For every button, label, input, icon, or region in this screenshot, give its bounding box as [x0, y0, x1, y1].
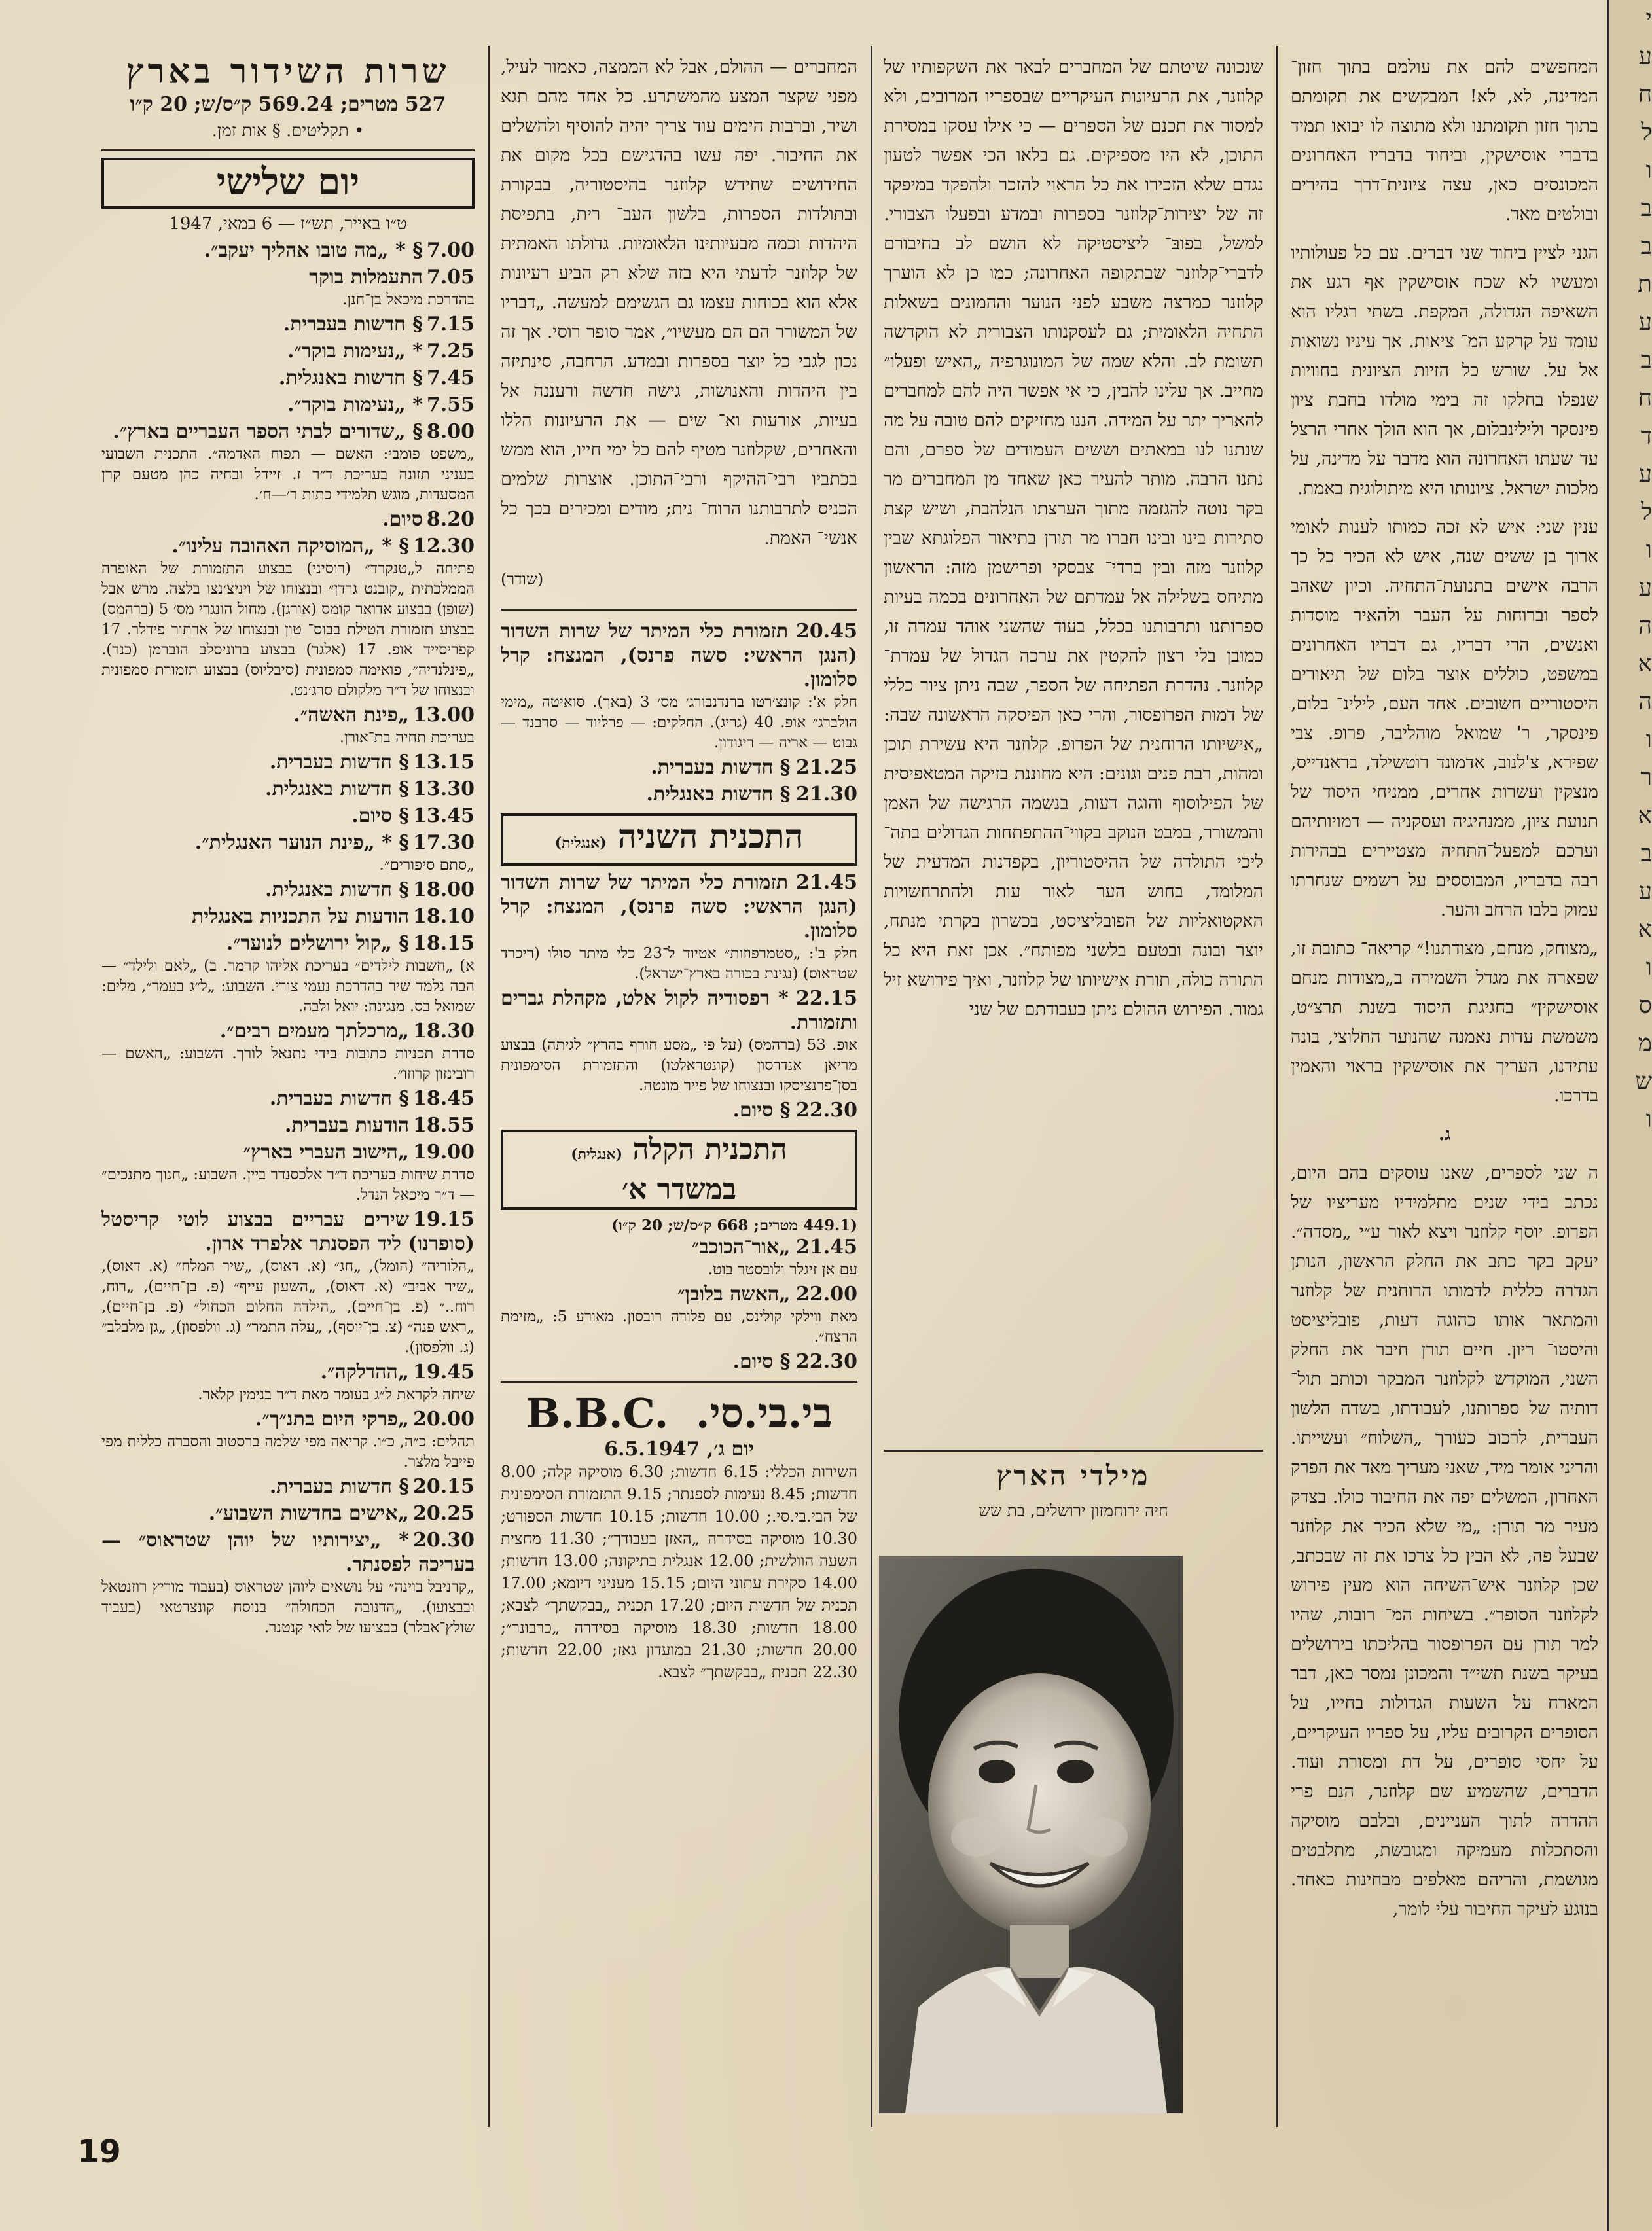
article-column-2: [884, 52, 1263, 1440]
edge-letter: א: [1638, 916, 1652, 943]
schedule-item: [101, 508, 475, 532]
schedule-item: [501, 1099, 857, 1123]
schedule-detail: „הלוריה״ (הומל), „חג״ (א. דאוס), „שיר המלח״ (א. דאוס), „שיר אביב״ (א. דאוס), „השעון עייף״ (פ. בן־חיים), „רוח, רוח..״ (פ. בן־חיים), „הילדה החלום הכחול״ (פ. בן־חיים), „ראש פנה״ (צ. בן־יוסף), „עלה התמר״ (ג. וולפסון), „גן מלבלב״ (ג. וולפסון).: [101, 1258, 475, 1356]
radio-frequency: 527 מטרים; 569.24 ק״ס/ש; 20 ק״ו: [130, 93, 446, 116]
schedule-title: § חדשות באנגלית.: [265, 878, 410, 901]
schedule-time: 7.05: [426, 266, 475, 289]
column-divider: [871, 46, 872, 2127]
schedule-detail: חלק א': קונצ׳רטו ברנדנבורג׳ מס׳ 3 (באך). סואיטה „מימי הולברג״ אופ. 40 (גריג). החלקים: — פרליוד — סרבנד — גבוט — אריה — ריגודון.: [501, 694, 857, 751]
schedule-item: [101, 905, 475, 929]
edge-letter: ו: [1645, 537, 1652, 563]
schedule-title: סיום.: [382, 508, 423, 531]
schedule-detail: א) „חשבות לילדים״ בעריכת אליהו קרמר. ב) „לאם ולילד״ — הבה נלמד שיר בהדרכת נעמי צורי. השבוע: „ל״ג בעמר״, מלים: שמואל בס. מנגינה: יואל ולבה.: [101, 957, 475, 1015]
schedule-time: 22.15: [796, 987, 857, 1010]
light-program-frequency: (449.1 מטרים; 668 ק״ס/ש; 20 ק״ו): [611, 1217, 857, 1234]
edge-letter: ו: [1645, 1106, 1652, 1133]
schedule-item: [101, 1114, 475, 1138]
edge-letter: ה: [1638, 688, 1652, 715]
schedule-time: 7.45: [426, 366, 475, 389]
edge-letter: ס: [1638, 992, 1652, 1019]
section-marker: ג.: [1438, 1124, 1451, 1145]
schedule-title: § * „פינת הנוער האנגלית״.: [194, 831, 410, 854]
bbc-title-latin: B.B.C.: [526, 1389, 669, 1437]
schedule-time: 13.00: [413, 704, 475, 726]
schedule-title: § סיום.: [732, 1099, 791, 1122]
schedule-time: 20.30: [413, 1529, 475, 1552]
edge-letter: א: [1638, 651, 1652, 677]
edge-letter: ו: [1645, 157, 1652, 184]
edge-letter: ע: [1638, 461, 1652, 488]
second-program-header: [501, 813, 857, 866]
schedule-item: [501, 1283, 857, 1348]
schedule-detail: שיחה לקראת ל״ג בעומר מאת ד״ר בנימין קלאר.: [198, 1386, 475, 1403]
edge-letter: י: [1645, 5, 1652, 32]
schedule-time: 22.00: [796, 1283, 857, 1306]
schedule-title: § * „המוסיקה האהובה עלינו״.: [171, 535, 410, 558]
edge-letter: ה: [1638, 613, 1652, 639]
schedule-time: 8.20: [426, 508, 475, 531]
schedule-title: „ההדלקה״.: [320, 1361, 410, 1383]
schedule-time: 18.00: [413, 878, 475, 901]
schedule-time: 7.55: [426, 393, 475, 416]
photo-title: מילדי הארץ: [996, 1459, 1151, 1491]
bbc-section: [501, 1389, 857, 1683]
schedule-title: „הישוב העברי בארץ״: [243, 1141, 410, 1164]
schedule-title: § חדשות בעברית.: [651, 756, 791, 779]
schedule-title: „פרקי היום בתנ״ך״.: [255, 1408, 410, 1431]
schedule-item: [101, 1361, 475, 1405]
schedule-title: § חדשות באנגלית.: [265, 777, 410, 800]
schedule-title: * „נעימות בוקר״.: [287, 393, 423, 416]
schedule-item: [101, 1208, 475, 1358]
schedule-item: [101, 932, 475, 1017]
schedule-time: 13.15: [413, 751, 475, 774]
schedule-detail: בעריכת תחיה בת־אורן.: [339, 729, 475, 746]
portrait-image: [879, 1556, 1183, 2113]
section-divider: [501, 609, 857, 611]
edge-letter: ו: [1645, 726, 1652, 753]
schedule-item: [501, 1350, 857, 1374]
schedule-time: 21.45: [796, 1236, 857, 1258]
schedule-item: [101, 313, 475, 337]
schedule-title: „האשה בלובן״: [677, 1283, 791, 1306]
schedule-item: [101, 1020, 475, 1084]
schedule-time: 20.45: [796, 620, 857, 643]
schedule-item: [101, 831, 475, 876]
schedule-title: § סיום.: [732, 1350, 791, 1373]
bbc-schedule: השירות הכללי: 6.15 חדשות; 6.30 מוסיקה קלה; 8.00 חדשות; 8.45 נעימות לספנתר; 9.15 התזמורת הסימפונית של הבי.בי.סי.; 10.00 חדשות; 10.15 חדשות הספורט; 10.30 מוסיקה בסידרה „האזן בעבודך״; 11.30 מחצית השעה הוולשית; 12.00 אנגלית בתיקונה; 13.00 חדשות; 14.00 סקירת עתוני היום; 15.15 מעניני דיומא; 17.00 תכנית של חדשות היום; 17.20 תכנית „בבקשתך״ לצבא; 18.00 חדשות; 18.30 מוסיקה בסידרה „כרבונר״; 20.00 חדשות; 21.30 במועדון גאז; 22.00 חדשות; 22.30 תכנית „בבקשתך״ לצבא.: [501, 1463, 857, 1681]
schedule-title: „אור־הכוכב״: [691, 1236, 791, 1258]
schedule-time: 17.30: [413, 831, 475, 854]
schedule-item: [501, 620, 857, 753]
schedule-item: [101, 266, 475, 310]
schedule-item: [101, 751, 475, 775]
schedule-detail: סדרת שיחות בעריכת ד״ר אלכסנדר ביין. השבוע: „חנוך מתנכים״ — ד״ר מיכאל הנדל.: [101, 1166, 475, 1204]
schedule-time: 18.10: [413, 905, 475, 928]
edge-letter: ע: [1638, 878, 1652, 905]
schedule-item: [501, 1236, 857, 1280]
schedule-time: 18.15: [413, 932, 475, 955]
schedule-time: 13.45: [413, 804, 475, 827]
schedule-item: [101, 366, 475, 391]
schedule-time: 12.30: [413, 535, 475, 558]
schedule-item: [501, 756, 857, 780]
schedule-detail: עם אן זיגלר ולובסטר בוט.: [708, 1261, 857, 1278]
article-paragraph: ה שני לספרים, שאנו עוסקים בהם היום, נכתב בידי שנים מתלמידיו מעריציו של הפרופ. יוסף קלוזנר ויצא לאור ע״י „מסדה״. יעקב בקר כתב את החלק הראשון, הנותן הגדרה כללית לדמותו הרוחנית של קלוזנר והמתאר אותו כהוגה דעות, פובליציסט והיסטו־ ריון. חיים תורן חיבר את החלק השני, המוקדש לקלוזנר המבקר וכותב תול־ דותיה של ספרותנו, לעבודתו, בשדה הלשון העברית, לרכוב כעורך „השלוח״ ועשייתו. והריני אומר מיד, שאני מעריך מאד את הפרק האחרון, המשלים יפה את החיבור כולו. בצדק מעיר מר תורן: „מי שלא הכיר את קלוזנר שבעל פה, לא הבין כל צרכו את זה שבכתב, שכן קלוזנר איש־השיחה הוא מעין פירוש לקלוזנר הסופר״. בשיחות המ־ רובות, שהיו למר תורן עם הפרופסור בהליכתו בירושלים בעיקר בשנת תשי״ד והמכונן נמסר כאן, דבר המארח על השעות הגדולות בחייו, על הסופרים הקרובים עליו, על ספריו העיקריים, על יחסי סופרים, על דת ומסורת ועוד. הדברים, שהשמיע שם קלוזנר, הנם פרי ההדרה לתוך העניינים, ובלבם מוסיקה והסתכלות מעמיקה ומגובשת, מתלבטים מגושמת, והריהם מאלפים מבחינות כאחד. בנוגע לעיקר החיבור עלי לומר,: [1291, 1163, 1598, 1919]
schedule-time: 20.00: [413, 1408, 475, 1431]
schedule-item: [101, 1408, 475, 1472]
schedule-title: § חדשות בעברית.: [269, 1087, 410, 1110]
date-line: ט״ו באייר, תש״ז — 6 במאי, 1947: [169, 214, 407, 234]
schedule-title: תזמורת כלי המיתר של שרות השדור (הנגן הראשי: סשה פרנס), המנצח: קרל סלומון.: [501, 871, 857, 942]
adjacent-page-edge: [1607, 0, 1652, 2231]
schedule-item: [101, 393, 475, 418]
schedule-title: § חדשות באנגלית.: [646, 783, 791, 806]
schedule-time: 19.15: [413, 1208, 475, 1231]
edge-letter: ו: [1645, 954, 1652, 981]
edge-letter: ד: [1640, 423, 1652, 450]
schedule-detail: סדרת תכניות כתובות בידי נתנאל לורך. השבוע: „האשם — רובינזון קרוזו״.: [101, 1045, 475, 1082]
schedule-item: [101, 239, 475, 263]
schedule-item: [501, 871, 857, 984]
schedule-item: [101, 704, 475, 748]
column-divider: [488, 46, 490, 2127]
edge-letter: מ: [1638, 1030, 1652, 1057]
schedule-title: § חדשות בעברית.: [269, 1475, 410, 1498]
schedule-detail: תהלים: כ״ה, כ״ו. קריאה מפי שלמה ברסטוב והסברה כללית מפי פייבל מלצר.: [101, 1433, 475, 1471]
schedule-title: § * „מה טובו אהליך יעקב״.: [204, 239, 423, 262]
section-divider: [884, 1450, 1263, 1452]
article-paragraph: המחפשים להם את עולמם בתוך חזון־ המדינה, לא, לא! המבקשים את תקומתם בתוך חזון תקומתנו ולא מתוצה לו יבואו תמיד בדברי אוסישקין, וביחוד בדבריו האחרונים המכונסים כאן, עצה ציונית־דרך בהירים ובולטים מאד.: [1291, 57, 1598, 224]
schedule-time: 13.30: [413, 777, 475, 800]
schedule-time: 20.15: [413, 1475, 475, 1498]
schedule-item: [101, 1502, 475, 1526]
light-program-list: [501, 1215, 857, 1374]
schedule-item: [101, 1475, 475, 1499]
schedule-title: § חדשות בעברית.: [269, 751, 410, 774]
schedule-detail: מאת ווילקי קולינס, עם פלורה רובסון. מאורע 5: „מזימת הרצח״.: [501, 1308, 857, 1346]
signature: (שודר): [501, 570, 544, 588]
light-program-lang: (אנגלית): [571, 1146, 623, 1163]
child-portrait-photo: [879, 1556, 1183, 2113]
schedule-time: 22.30: [796, 1350, 857, 1373]
schedule-title: „פינת האשה״.: [293, 704, 410, 726]
schedule-item: [501, 987, 857, 1096]
schedule-item: [101, 340, 475, 364]
schedule-time: 7.00: [426, 239, 475, 262]
edge-letter: ב: [1640, 347, 1652, 374]
edge-letter: ת: [1638, 271, 1652, 298]
bbc-title-hebrew: בי.בי.סי.: [695, 1389, 833, 1437]
edge-letter: ר: [1640, 764, 1652, 791]
header-rule: [101, 149, 475, 151]
schedule-item: [101, 1529, 475, 1638]
photo-caption-box: [884, 1459, 1263, 1544]
schedule-time: 20.25: [413, 1502, 475, 1525]
edge-letter: ח: [1638, 81, 1652, 108]
radio-schedule-column: [101, 52, 475, 2120]
article-paragraph: המחברים — ההולם, אבל לא הממצה, כאמור לעיל, מפני שקצר המצע מהמשתרע. כל אחד מהם תגא ושיר, וברבות הימים עוד צריך יהיה להוסיף ולהשלים את החיבור. יפה עשו בהדגישם בכל מקום את החידושים שחידש קלוזנר בהיסטוריה, בבקורת ובתולדות הספרות, בלשון העב־ רית, בתפיסת היהדות וכמה מבעיותינו הלאומיות. גדולתו האמתית של קלוזנר לדעתי היא בזה שלא רק הביע רעיונות אלא הוא בכוחות עצמו גם הגשימם למעשה. „דבריו של המשורר הם הם מעשיו״, אמר סופר רוסי. אך זה נכון לגבי כל יוצר בספרות ובמדע. הרחבה, סינתיזה בין היהדות והאנושות, גישה חדשה ורעננה אל בעיות, אורעות וא־ שים — את הרעיונות הללו והאחרים, שקלוזנר מטיף להם כל ימי חייו, הוא ממש בכתביו רבי־ההיקף ורבי־התוכן. אוצרות שלמים הכניס לתרבותנו הרוח־ נית; מודים ומכירים בכך כל אנשי־ האמת.: [501, 57, 857, 548]
schedule-title: התעמלות בוקר: [309, 266, 423, 289]
schedule-detail: „סתם סיפורים״.: [379, 857, 475, 874]
second-program-title: התכנית השניה: [618, 817, 804, 855]
article-column-3: [501, 52, 857, 2120]
edge-letter: ל: [1641, 119, 1652, 146]
section-divider: [501, 1381, 857, 1383]
light-program-title: התכנית הקלה: [632, 1133, 787, 1166]
schedule-title: * „יצירותיו של יוהן שטראוס״ — בעריכה לפסנתר.: [101, 1529, 475, 1576]
edge-letter: ב: [1640, 233, 1652, 260]
schedule-time: 18.55: [413, 1114, 475, 1137]
article-paragraph: ענין שני: איש לא זכה כמותו לענות לאומי ארוך בן ששים שנה, איש לא הכיר כל כך הרבה אישים בתנועת־התחיה. וכיון שאהב לספר וברוחות על העבר ולהאיר מוסדות ואנשים, הרי דבריו, גם דבריו האחרונים במשפט, כוללים אוצר בלום של תיאורים היסטוריים חשובים. אחד העם, לילינ־ בלום, פינסקר, ר' שמואל מוהליבר, פרופ. צבי שפירא, צ'לנוב, אדמונד רוטשילד, בראנדייס, מנצקין ועשרות אחרים, ממניחי היסוד של תנועת ציון, ממנהיגיה ועסקניה — דמויותיהם וערכם למפעל־התחיה מצטיירים בבהירות רבה בדבריו, המבוססים על רשמים שנחרתו עמוק בלבו הרחב והער.: [1291, 517, 1598, 920]
main-program-continued: [501, 620, 857, 807]
schedule-detail: פתיחה ל„טנקרד״ (רוסיני) בבצוע התזמורת של האופרה הממלכתית „קובנט גרדן״ ובנצוחו של ויניצ׳נצו בלצה. מרש אבל (שופן) בבצוע אדואר קומס (אורגן). מחול הונגרי מס׳ 5 (ברהמס) בבצוע תזמורת הטילת בבוס־ טון ובנצוחו של ארתור פידלר. 17 קפריסייד אופ. 17 (אלגר) בבצוע ברוניסלב הוברמן (כנר). „פינלנדיה״, פואימה סמפונית (סיבליוס) בבצוע תזמורת סמפונית ובנצוחו של ד״ר מלקולם סרג׳נט.: [101, 560, 475, 699]
schedule-time: 18.45: [413, 1087, 475, 1110]
schedule-item: [501, 783, 857, 807]
schedule-time: 22.30: [796, 1099, 857, 1122]
column-divider: [1276, 46, 1278, 2127]
page-number: 19: [77, 2133, 121, 2170]
edge-letter: ש: [1635, 1068, 1652, 1095]
schedule-title: § חדשות באנגלית.: [278, 366, 423, 389]
edge-letter: ב: [1640, 195, 1652, 222]
edge-letter: א: [1638, 802, 1652, 829]
edge-letter: ע: [1638, 575, 1652, 601]
schedule-title: הודעות על התכניות באנגלית: [192, 905, 410, 928]
schedule-title: „אישים בחדשות השבוע״.: [208, 1502, 410, 1525]
schedule-title: הודעות בעברית.: [285, 1114, 410, 1137]
schedule-time: 19.00: [413, 1141, 475, 1164]
schedule-title: * רפסודיה לקול אלט, מקהלת גברים ותזמורת.: [501, 987, 857, 1034]
schedule-title: „מרכלתך מעמים רבים״.: [219, 1020, 410, 1043]
schedule-time: 21.25: [796, 756, 857, 779]
schedule-title: תזמורת כלי המיתר של שרות השדור (הנגן הראשי: סשה פרנס), המנצח: קרל סלומון.: [501, 620, 857, 691]
bbc-title: [501, 1389, 857, 1438]
schedule-detail: אופ. 53 (ברהמס) (על פי „מסע חורף בהרץ״ לגיתה) בבצוע מריאן אנדרסון (קונטראלטו) והתזמורת הסימפונית בסן־פרנציסקו ובנצוחו של פייר מונטה.: [501, 1037, 857, 1094]
bbc-date-line: [501, 1438, 857, 1461]
article-paragraph: הגני לציין ביחוד שני דברים. עם כל פעולותיו ומעשיו לא שכח אוסישקין אף רגע את השאיפה הגדולה, המקפת. בשתי רגליו הוא עומד על קרקע המ־ ציאות. אך עיניו נשואות אל על. שורש כל הזיות הציונית בחוויות שנפלו בחלקו זה בימי מולדו בחבת ציון פינסקר ולילינבלום, אך הוא הולך אחרי הרצל עד שעתו האחרונה הוא מדבר על מדינה, על מלכות ישראל. ציונותו היא מיתולוגית באמת.: [1291, 243, 1598, 499]
schedule-item: [101, 420, 475, 505]
schedule-item: [101, 878, 475, 902]
edge-letter: ע: [1638, 309, 1652, 336]
light-program-header: [501, 1130, 857, 1210]
edge-letter: ל: [1641, 499, 1652, 526]
schedule-time: 19.45: [413, 1361, 475, 1383]
schedule-title: * „נעימות בוקר״.: [287, 340, 423, 363]
radio-schedule-list: [101, 239, 475, 1638]
schedule-item: [101, 1087, 475, 1111]
bbc-date: 6.5.1947: [604, 1438, 700, 1461]
radio-legend: • תקליטים. § אות זמן.: [211, 121, 365, 141]
schedule-time: 7.15: [426, 313, 475, 336]
schedule-title: § סיום.: [351, 804, 410, 827]
schedule-item: [101, 1141, 475, 1205]
schedule-time: 18.30: [413, 1020, 475, 1043]
schedule-time: 8.00: [426, 420, 475, 443]
schedule-detail: „משפט פומבי: האשם — תפוח האדמה״. התכנית השבועי בעניני תזונה בעריכת ד״ר ז. זיידל ובחיה כהן מטעם קרן המסעדות, מוגש תלמידי כתות ר׳—ח׳.: [101, 446, 475, 503]
schedule-item: [101, 804, 475, 829]
second-program-list: [501, 871, 857, 1123]
edge-letter: ח: [1638, 385, 1652, 412]
article-paragraph: שנכונה שיטתם של המחברים לבאר את השקפותיו של קלוזנר, את הרעיונות העיקריים שבספריו המרובים, ולא למסור את תכנם של הספרים — כי אילו עסקו במסירת התוכן, לא היו מספיקים. גם בלאו הכי אפשר לטעון נגדם שלא הזכירו את כל הראוי להזכר ולהפקד במיפקד זה של יצירות־קלוזנר בספרות ובמדע ובפעלו הצבורי. למשל, בפובּ־ ליציסטיקה לא הושם לב בחיבורם לדברי־קלוזנר שבתקופה האחרונה; כמו כן לא הוערך קלוזנר כמרצה משבע לפני הנוער וההמונים בשאלות התחיה הלאומית; גם לעסקנותו הצבורית לא הוקדשה תשומת לב. והלא שמה של המונוגרפיה „האיש ופעלו״ מחייב. אך עלינו להבין, כי אי אפשר היה להם למחברים להאריך יתר על המידה. הננו מחזיקים להם טובה על מה שנתנו לנו במאתים וששים העמודים של ספרם, והם נתנו הרבה. מותר להעיר כאן שאחד מן המחברים מר בקר נוטה להגזמה מתוך הערצתו הנלהבת, ושיש קצת סתירות בינו ובינו חברו מר תורן בתיאור הפלוגתא שבין קלוזנר מזה ובין ברדי־ צבסקי ופרישמן מזה: הראשון מתיחס בשלילה אל עמדתם של האחרונים בכמה בעיות ספרותנו ותרבותנו בכלל, בעוד שהשני אוהד עמדה זו, כמובן בלי רצון להקטין את ערכה הגדול של עמדת־ קלוזנר. נהדרת הפתיחה של הספר, שבה ניתן ציור כללי של דמות הפרופסור, והרי כאן הפיסקה הראשונה שבה: „אישיותו הרוחנית של הפרופ. קלוזנר היא עשירת תוכן ומהות, רבת פנים וגונים: היא מחוננת בזיקה המטאפיסית של הפילוסוף והוגה דעות, בנשמה הרגישה של האמן והמשורר, במבט הנוקב בקווי־ההתפתחות הגדולים בתה־ ליכי התולדה של ההיסטוריון, בקפדנות המדעית של המלומד, בחוש הער לאור עות ולהתרחשויות האקטואליות של הפובליציסט, בכשרון בקרתי מנתח, יוצר ובונה ובטעם בלשני מפותח״. אכן זאת היא כל התורה כולה, תורת אישיותו של קלוזנר, ואיך פירושא זיל גמור. הפירוש ההולם ניתן בעבודתם של שני: [884, 57, 1263, 1020]
second-program-lang: (אנגלית): [554, 834, 607, 851]
photo-caption: חיה ירוחמזון ירושלים, בת שש: [979, 1501, 1168, 1520]
schedule-detail: חלק ב': „סטמרפוזות״ אטיוד ל־23 כלי מיתר סולו (ריכרד שטראוס) (נגינת בכורה בארץ־ישראל).: [501, 945, 857, 982]
schedule-time: 7.25: [426, 340, 475, 363]
schedule-detail: בהדרכת מיכאל בן־חנן.: [342, 291, 475, 308]
schedule-title: § „שדורים לבתי הספר העבריים בארץ״.: [113, 420, 423, 443]
schedule-title: שירים עבריים בבצוע לוטי קריסטל (סופרנו) ליד הפסנתר אלפרד ארון.: [101, 1208, 475, 1255]
light-program-transmitter: במשדר א׳: [622, 1173, 736, 1206]
schedule-title: § חדשות בעברית.: [283, 313, 423, 336]
schedule-title: § „קול ירושלים לנוער״.: [226, 932, 410, 955]
schedule-detail: „קרניבל בוינה״ על נושאים ליוהן שטראוס (בעבוד מוריץ רוזנטאל ובבצועו). „הדנובה הכחולה״ בנוסח קונצרטאי (בעבוד שולץ־אבלר) בבצועו של לואי קנטנר.: [101, 1579, 475, 1636]
bbc-day: יום ג׳,: [706, 1438, 754, 1461]
schedule-item: [101, 777, 475, 802]
day-header: יום שלישי: [101, 158, 475, 209]
schedule-time: 21.30: [796, 783, 857, 806]
article-paragraph: „מצוחק, מנחם, מצודתנו!״ קריאה־ כתובת זו, שפארה את מגדל השמירה ב„מצודות מנחם אוסישקין״ בחגיגת היסוד בשנת תרצ״ט, משמשת עדות נאמנה שהנוער החלוצי, בונה עתידנו, העריך את אוסישקין בראוי והאמין בדרכו.: [1291, 938, 1598, 1106]
schedule-item: [101, 535, 475, 701]
edge-letter: ע: [1638, 43, 1652, 70]
edge-letter: ב: [1640, 840, 1652, 867]
article-column-1: [1291, 52, 1598, 2120]
schedule-time: 21.45: [796, 871, 857, 894]
radio-service-title: שרות השידור בארץ: [126, 52, 450, 92]
